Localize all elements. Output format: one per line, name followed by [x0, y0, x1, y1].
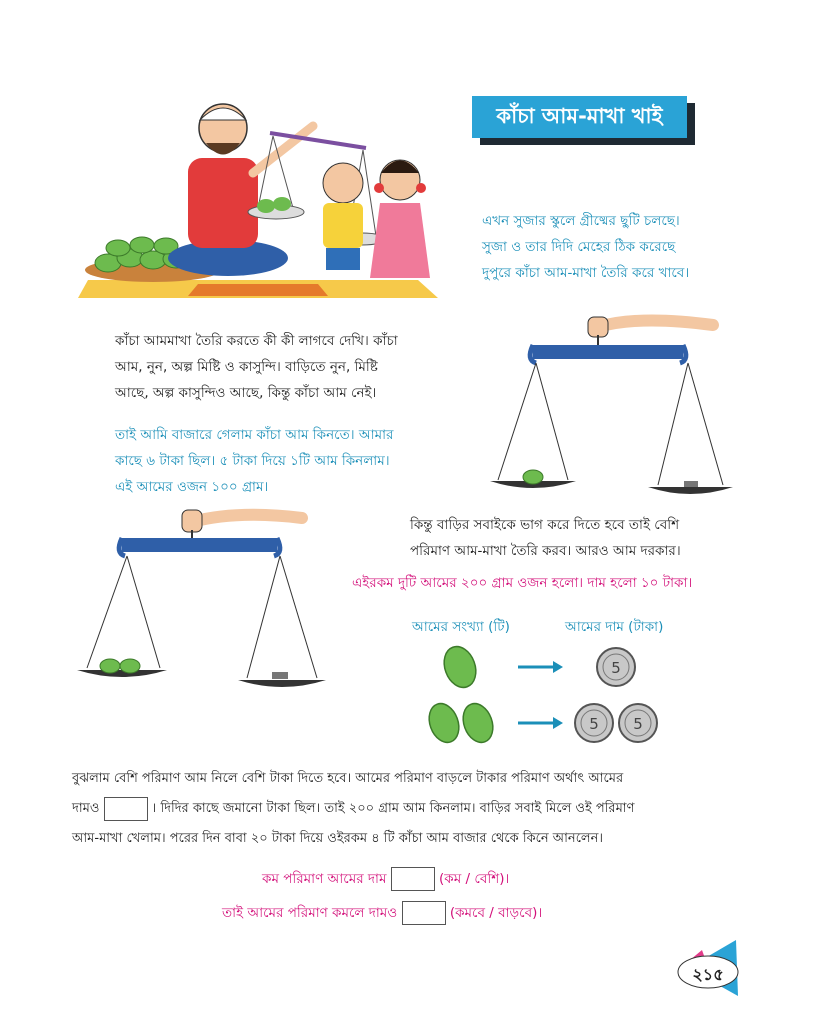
more-mango-paragraph [410, 512, 790, 564]
market-paragraph [115, 422, 455, 500]
coin-label: 5 [589, 715, 599, 733]
two-mango-price-text: এইরকম দুটি আমের ২০০ গ্রাম ওজন হলো। দাম হলো ১০ টাকা। [352, 575, 693, 591]
paragraph-line: তাই আমি বাজারে গেলাম কাঁচা আম কিনতে। আমার [115, 427, 394, 443]
balance-scale-two-mangoes [72, 500, 332, 695]
paragraph-line: আম, নুন, অল্প মিষ্টি ও কাসুন্দি। বাড়িতে নুন, মিষ্টি [115, 359, 378, 375]
paragraph-line: এই আমের ওজন ১০০ গ্রাম। [115, 479, 269, 495]
row-one-mango-one-coin [438, 642, 668, 692]
paragraph-line: পরিমাণ আম-মাখা তৈরি করব। আরও আম দরকার। [410, 543, 681, 559]
paragraph-text: দামও [72, 801, 100, 816]
mango-price-header: আমের দাম (টাকা) [565, 619, 664, 635]
intro-line: দুপুরে কাঁচা আম-মাখা তৈরি করে খাবে। [482, 265, 690, 281]
question-options: (কমবে / বাড়বে)। [449, 905, 543, 921]
coin-label: 5 [633, 715, 643, 733]
paragraph-line: কাঁচা আমমাখা তৈরি করতে কী কী লাগবে দেখি। কাঁচা [115, 333, 398, 349]
ingredients-paragraph [115, 328, 455, 406]
paragraph-line: আছে, অল্প কাসুন্দিও আছে, কিন্তু কাঁচা আম নেই। [115, 385, 377, 401]
page-number: ২১৫ [692, 965, 724, 984]
intro-text [482, 208, 742, 286]
answer-box[interactable] [391, 867, 435, 891]
paragraph-line: আম-মাখা খেলাম। পরের দিন বাবা ২০ টাকা দিয়ে ওইরকম ৪ টি কাঁচা আম বাজার থেকে কিনে আনলেন। [72, 831, 604, 846]
row-two-mangoes-two-coins [422, 698, 682, 748]
intro-line: সুজা ও তার দিদি মেহের ঠিক করেছে [482, 239, 676, 255]
answer-box[interactable] [104, 797, 148, 821]
exercise-question-2 [222, 900, 542, 926]
balance-scale-one-mango [488, 305, 748, 500]
intro-line: এখন সুজার স্কুলে গ্রীষ্মের ছুটি চলছে। [482, 213, 680, 229]
paragraph-line: বুঝলাম বেশি পরিমাণ আম নিলে বেশি টাকা দিতে হবে। আমের পরিমাণ বাড়লে টাকার পরিমাণ অর্থাৎ আমের [72, 771, 624, 786]
answer-box[interactable] [402, 901, 446, 925]
paragraph-text: । দিদির কাছে জমানো টাকা ছিল। তাই ২০০ গ্রাম আম কিনলাম। বাড়ির সবাই মিলে ওই পরিমাণ [151, 801, 635, 816]
question-text: তাই আমের পরিমাণ কমলে দামও [222, 905, 398, 921]
paragraph-line: কাছে ৬ টাকা ছিল। ৫ টাকা দিয়ে ১টি আম কিনলাম। [115, 453, 390, 469]
paragraph-line: কিন্তু বাড়ির সবাইকে ভাগ করে দিতে হবে তাই বেশি [410, 517, 680, 533]
coin-label: 5 [611, 659, 621, 677]
vendor-illustration [78, 88, 458, 303]
question-options: (কম / বেশি)। [439, 871, 510, 887]
page-title: কাঁচা আম-মাখা খাই [472, 96, 687, 138]
exercise-question-1 [262, 866, 509, 892]
paragraph-line [72, 794, 772, 824]
mango-count-header: আমের সংখ্যা (টি) [412, 619, 510, 635]
question-text: কম পরিমাণ আমের দাম [262, 871, 387, 887]
conclusion-paragraph [72, 764, 772, 854]
